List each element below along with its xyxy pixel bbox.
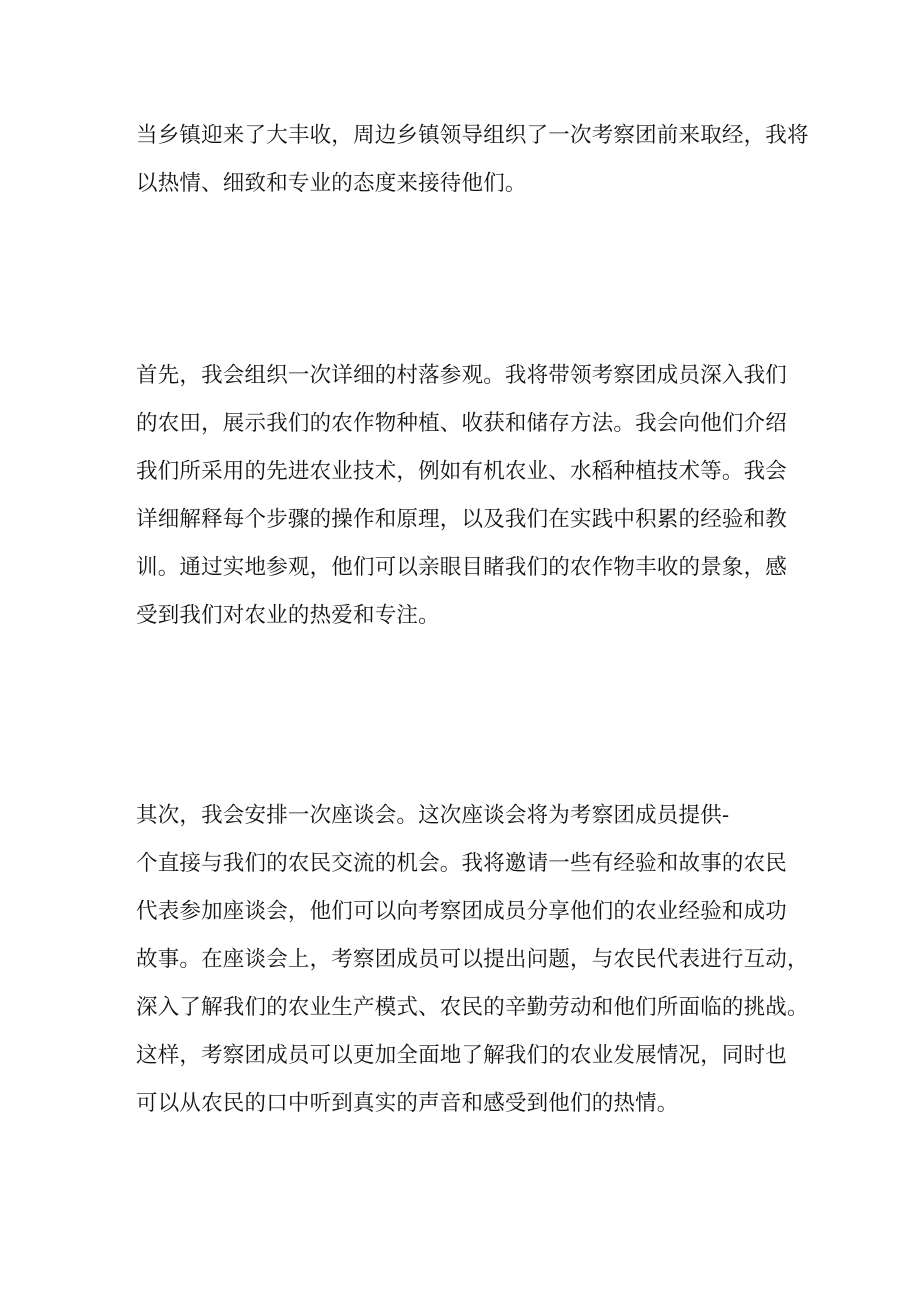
paragraph-village-tour: [136, 352, 816, 640]
paragraph-line: 训。通过实地参观，他们可以亲眼目睹我们的农作物丰收的景象，感: [136, 555, 788, 580]
paragraph-intro: [136, 112, 816, 208]
paragraph-line: 的农田，展示我们的农作物种植、收获和储存方法。我会向他们介绍: [136, 411, 788, 436]
paragraph-line: 个直接与我们的农民交流的机会。我将邀请一些有经验和故事的农民: [136, 851, 788, 876]
paragraph-line: 深入了解我们的农业生产模式、农民的辛勤劳动和他们所面临的挑战。: [136, 995, 809, 1020]
paragraph-line: 其次，我会安排一次座谈会。这次座谈会将为考察团成员提供-: [136, 803, 730, 828]
paragraph-line: 以热情、细致和专业的态度来接待他们。: [136, 171, 527, 196]
paragraph-line: 这样，考察团成员可以更加全面地了解我们的农业发展情况，同时也: [136, 1043, 788, 1068]
paragraph-line: 可以从农民的口中听到真实的声音和感受到他们的热情。: [136, 1091, 679, 1116]
paragraph-line: 代表参加座谈会，他们可以向考察团成员分享他们的农业经验和成功: [136, 899, 788, 924]
paragraph-line: 详细解释每个步骤的操作和原理，以及我们在实践中积累的经验和教: [136, 507, 788, 532]
paragraph-symposium: [136, 792, 816, 1128]
paragraph-line: 故事。在座谈会上，考察团成员可以提出问题，与农民代表进行互动，: [136, 947, 809, 972]
paragraph-line: 受到我们对农业的热爱和专注。: [136, 603, 440, 628]
paragraph-line: 当乡镇迎来了大丰收，周边乡镇领导组织了一次考察团前来取经，我将: [136, 123, 809, 148]
paragraph-line: 首先，我会组织一次详细的村落参观。我将带领考察团成员深入我们: [136, 363, 788, 388]
paragraph-line: 我们所采用的先进农业技术，例如有机农业、水稻种植技术等。我会: [136, 459, 788, 484]
